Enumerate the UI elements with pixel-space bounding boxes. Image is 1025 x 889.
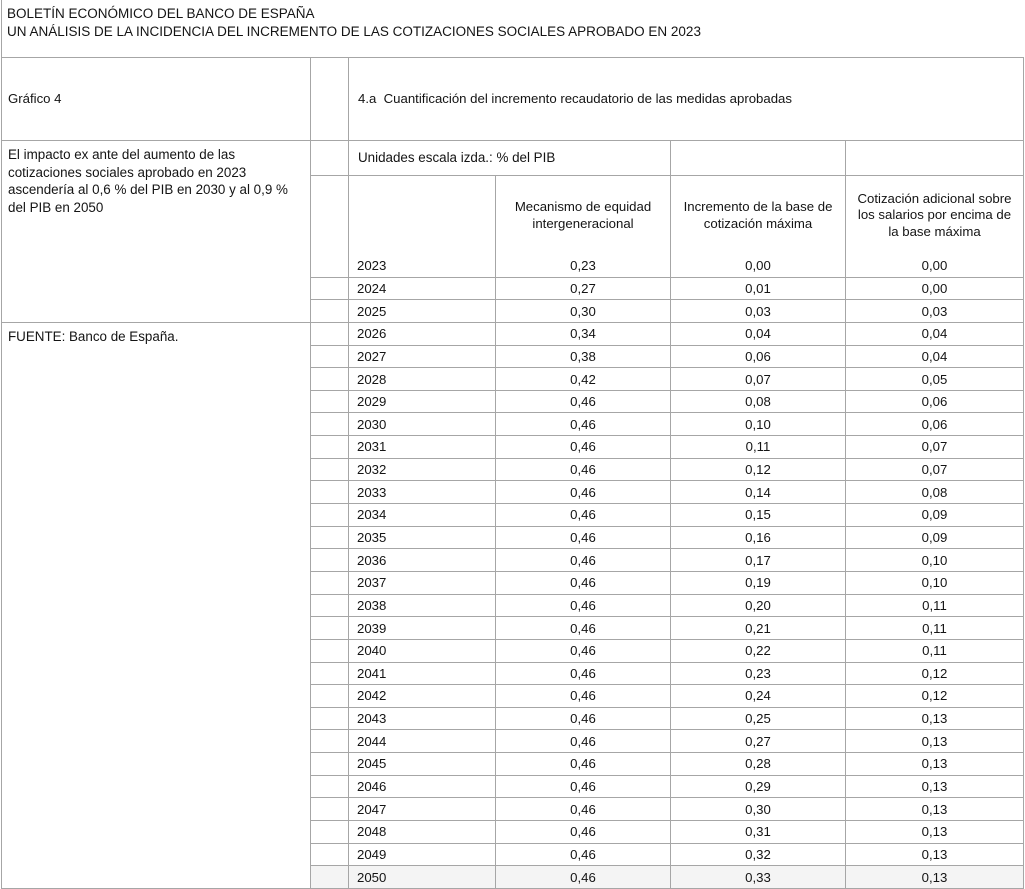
row-gutter-cell [311,504,349,527]
row-gutter-cell [311,391,349,414]
value-cell-mei: 0,46 [496,391,671,414]
column-header-base-maxima [670,175,846,256]
empty-cell [670,140,846,176]
year-cell: 2028 [349,368,496,391]
table-row [311,323,1024,346]
row-gutter-cell [311,481,349,504]
year-cell: 2027 [349,346,496,369]
value-cell-base-maxima: 0,20 [671,595,846,618]
figure-label: Gráfico 4 [8,90,62,106]
table-row [311,527,1024,550]
value-cell-mei: 0,30 [496,300,671,323]
value-cell-cotizacion-adicional: 0,00 [846,278,1024,301]
row-gutter-cell [311,255,349,278]
year-cell: 2041 [349,663,496,686]
empty-cell [845,140,1024,176]
year-cell: 2039 [349,617,496,640]
value-cell-mei: 0,46 [496,640,671,663]
value-cell-base-maxima: 0,12 [671,459,846,482]
value-cell-base-maxima: 0,03 [671,300,846,323]
table-row [311,640,1024,663]
value-cell-mei: 0,38 [496,346,671,369]
row-gutter-cell [311,617,349,640]
table-row [311,346,1024,369]
table-row [311,866,1024,889]
value-cell-cotizacion-adicional: 0,11 [846,595,1024,618]
year-cell: 2030 [349,413,496,436]
value-cell-cotizacion-adicional: 0,12 [846,685,1024,708]
value-cell-mei: 0,46 [496,617,671,640]
value-cell-mei: 0,27 [496,278,671,301]
year-cell: 2040 [349,640,496,663]
gutter-cell [310,57,349,141]
year-cell: 2024 [349,278,496,301]
row-gutter-cell [311,436,349,459]
value-cell-cotizacion-adicional: 0,13 [846,844,1024,867]
value-cell-mei: 0,46 [496,776,671,799]
value-cell-base-maxima: 0,28 [671,753,846,776]
value-cell-cotizacion-adicional: 0,11 [846,617,1024,640]
value-cell-base-maxima: 0,17 [671,549,846,572]
value-cell-mei: 0,46 [496,527,671,550]
value-cell-base-maxima: 0,04 [671,323,846,346]
value-cell-base-maxima: 0,23 [671,663,846,686]
value-cell-base-maxima: 0,27 [671,730,846,753]
value-cell-cotizacion-adicional: 0,04 [846,323,1024,346]
units-label-cell [348,140,671,176]
value-cell-mei: 0,46 [496,413,671,436]
row-gutter-cell [311,549,349,572]
value-cell-cotizacion-adicional: 0,13 [846,798,1024,821]
bulletin-title: BOLETÍN ECONÓMICO DEL BANCO DE ESPAÑA [7,6,315,21]
value-cell-cotizacion-adicional: 0,04 [846,346,1024,369]
table-row [311,821,1024,844]
value-cell-mei: 0,46 [496,866,671,889]
value-cell-cotizacion-adicional: 0,03 [846,300,1024,323]
table-row [311,549,1024,572]
year-cell: 2034 [349,504,496,527]
value-cell-base-maxima: 0,21 [671,617,846,640]
year-cell: 2036 [349,549,496,572]
gutter-cell [310,175,349,256]
value-cell-cotizacion-adicional: 0,10 [846,549,1024,572]
value-cell-mei: 0,46 [496,798,671,821]
table-row [311,391,1024,414]
value-cell-mei: 0,46 [496,549,671,572]
value-cell-mei: 0,46 [496,572,671,595]
row-gutter-cell [311,346,349,369]
value-cell-cotizacion-adicional: 0,06 [846,391,1024,414]
year-cell: 2031 [349,436,496,459]
value-cell-base-maxima: 0,29 [671,776,846,799]
table-row [311,504,1024,527]
value-cell-cotizacion-adicional: 0,00 [846,255,1024,278]
row-gutter-cell [311,640,349,663]
value-cell-cotizacion-adicional: 0,13 [846,776,1024,799]
row-gutter-cell [311,459,349,482]
year-cell: 2023 [349,255,496,278]
value-cell-base-maxima: 0,22 [671,640,846,663]
table-row [311,459,1024,482]
value-cell-cotizacion-adicional: 0,05 [846,368,1024,391]
article-title: UN ANÁLISIS DE LA INCIDENCIA DEL INCREMENTO DE LAS COTIZACIONES SOCIALES APROBADO EN 2023 [7,23,701,39]
value-cell-cotizacion-adicional: 0,11 [846,640,1024,663]
value-cell-cotizacion-adicional: 0,13 [846,866,1024,889]
table-rows [310,255,1024,889]
year-cell: 2033 [349,481,496,504]
table-row [311,300,1024,323]
value-cell-base-maxima: 0,01 [671,278,846,301]
row-gutter-cell [311,866,349,889]
year-cell: 2032 [349,459,496,482]
row-gutter-cell [311,527,349,550]
gutter-cell [310,140,349,176]
value-cell-base-maxima: 0,00 [671,255,846,278]
document-header [7,5,701,40]
year-cell: 2042 [349,685,496,708]
value-cell-mei: 0,46 [496,753,671,776]
value-cell-cotizacion-adicional: 0,09 [846,504,1024,527]
panel-title: 4.a Cuantificación del incremento recaudatorio de las medidas aprobadas [358,90,792,106]
value-cell-base-maxima: 0,10 [671,413,846,436]
value-cell-cotizacion-adicional: 0,08 [846,481,1024,504]
value-cell-mei: 0,23 [496,255,671,278]
row-gutter-cell [311,776,349,799]
figure-description-cell [1,140,311,323]
value-cell-base-maxima: 0,16 [671,527,846,550]
table-row [311,413,1024,436]
value-cell-cotizacion-adicional: 0,07 [846,436,1024,459]
value-cell-base-maxima: 0,15 [671,504,846,527]
value-cell-mei: 0,46 [496,436,671,459]
row-gutter-cell [311,798,349,821]
year-cell: 2045 [349,753,496,776]
table-row [311,663,1024,686]
row-gutter-cell [311,323,349,346]
row-gutter-cell [311,708,349,731]
value-cell-mei: 0,42 [496,368,671,391]
figure-description: El impacto ex ante del aumento de las cotizaciones sociales aprobado en 2023 ascendería al 0,6 % del PIB en 2030 y al 0,9 % del PIB en 2050 [8,147,288,215]
value-cell-mei: 0,46 [496,844,671,867]
value-cell-cotizacion-adicional: 0,07 [846,459,1024,482]
row-gutter-cell [311,572,349,595]
year-cell: 2048 [349,821,496,844]
left-border-line [1,0,2,58]
column-header-cotizacion-adicional [845,175,1024,256]
table-row [311,844,1024,867]
value-cell-base-maxima: 0,11 [671,436,846,459]
figure-label-cell [1,57,311,141]
value-cell-base-maxima: 0,19 [671,572,846,595]
value-cell-base-maxima: 0,24 [671,685,846,708]
column-header-label: Incremento de la base de cotización máxima [683,199,833,231]
value-cell-base-maxima: 0,06 [671,346,846,369]
value-cell-mei: 0,46 [496,663,671,686]
year-cell: 2044 [349,730,496,753]
column-header-label: Cotización adicional sobre los salarios por encima de la base máxima [857,190,1012,239]
value-cell-base-maxima: 0,08 [671,391,846,414]
row-gutter-cell [311,753,349,776]
value-cell-base-maxima: 0,25 [671,708,846,731]
row-gutter-cell [311,368,349,391]
table-row [311,481,1024,504]
value-cell-mei: 0,46 [496,730,671,753]
value-cell-cotizacion-adicional: 0,13 [846,753,1024,776]
value-cell-mei: 0,46 [496,459,671,482]
year-cell: 2038 [349,595,496,618]
value-cell-mei: 0,46 [496,481,671,504]
value-cell-cotizacion-adicional: 0,06 [846,413,1024,436]
table-row [311,368,1024,391]
value-cell-cotizacion-adicional: 0,13 [846,821,1024,844]
table-row [311,617,1024,640]
row-gutter-cell [311,844,349,867]
year-cell: 2049 [349,844,496,867]
panel-title-cell [348,57,1024,141]
year-cell: 2035 [349,527,496,550]
value-cell-mei: 0,46 [496,685,671,708]
table-row [311,776,1024,799]
value-cell-cotizacion-adicional: 0,10 [846,572,1024,595]
table-row [311,730,1024,753]
value-cell-mei: 0,46 [496,504,671,527]
value-cell-base-maxima: 0,31 [671,821,846,844]
row-gutter-cell [311,278,349,301]
value-cell-base-maxima: 0,33 [671,866,846,889]
value-cell-base-maxima: 0,32 [671,844,846,867]
value-cell-cotizacion-adicional: 0,09 [846,527,1024,550]
year-cell: 2029 [349,391,496,414]
value-cell-cotizacion-adicional: 0,13 [846,708,1024,731]
year-cell: 2046 [349,776,496,799]
value-cell-base-maxima: 0,14 [671,481,846,504]
value-cell-base-maxima: 0,07 [671,368,846,391]
table-row [311,436,1024,459]
table-row [311,753,1024,776]
table-row [311,595,1024,618]
year-cell: 2026 [349,323,496,346]
value-cell-mei: 0,46 [496,821,671,844]
source-note: FUENTE: Banco de España. [8,329,179,344]
value-cell-mei: 0,34 [496,323,671,346]
table-row [311,798,1024,821]
table-row [311,685,1024,708]
value-cell-base-maxima: 0,30 [671,798,846,821]
year-cell: 2043 [349,708,496,731]
year-cell: 2037 [349,572,496,595]
units-label: Unidades escala izda.: % del PIB [358,149,556,165]
column-header-label: Mecanismo de equidad intergeneracional [514,199,652,231]
row-gutter-cell [311,663,349,686]
value-cell-cotizacion-adicional: 0,13 [846,730,1024,753]
column-header-mei [495,175,671,256]
table-row [311,708,1024,731]
row-gutter-cell [311,730,349,753]
row-gutter-cell [311,685,349,708]
year-cell: 2050 [349,866,496,889]
row-gutter-cell [311,595,349,618]
year-cell: 2025 [349,300,496,323]
value-cell-cotizacion-adicional: 0,12 [846,663,1024,686]
value-cell-mei: 0,46 [496,595,671,618]
row-gutter-cell [311,300,349,323]
table-row [311,572,1024,595]
row-gutter-cell [311,821,349,844]
table-row [311,278,1024,301]
table-row [311,255,1024,278]
row-gutter-cell [311,413,349,436]
source-cell [1,322,311,889]
value-cell-mei: 0,46 [496,708,671,731]
year-cell: 2047 [349,798,496,821]
year-column-header [348,175,496,256]
